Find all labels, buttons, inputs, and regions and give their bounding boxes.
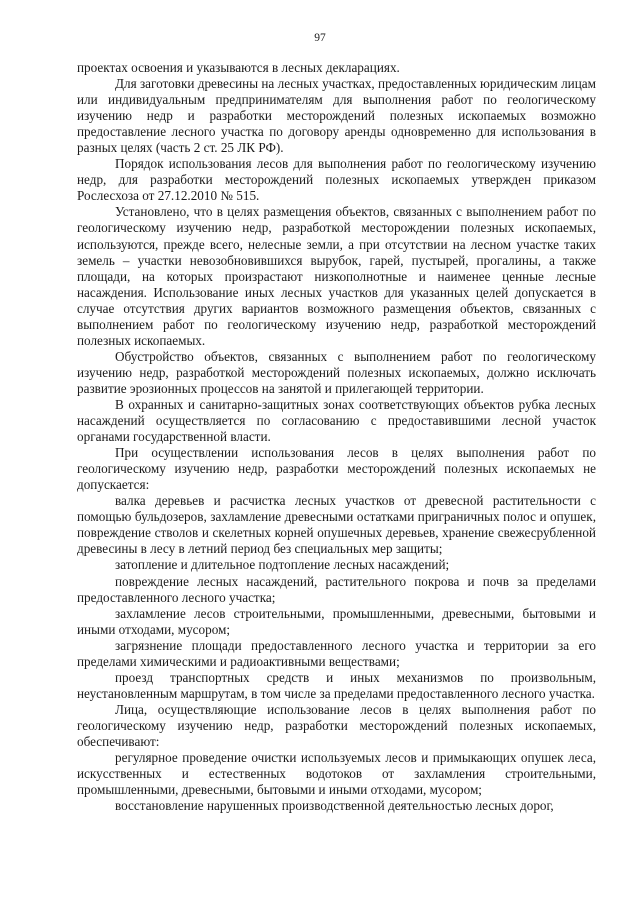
paragraph: В охранных и санитарно-защитных зонах соответствующих объектов рубка лесных насаждений осуществляется по согласованию с предоставившими лесной участок органами государственной власти. <box>77 396 596 445</box>
paragraph: Лица, осуществляющие использование лесов в целях выполнения работ по геологическому изучению недр, разработки месторождений полезных ископаемых, обеспечивают: <box>77 701 596 749</box>
list-item: восстановление нарушенных производственной деятельностью лесных дорог, <box>115 798 554 814</box>
list-item: захламление лесов строительными, промышленными, древесными, бытовыми и иными отходами, мусором; <box>77 605 596 637</box>
list-item: повреждение лесных насаждений, растительного покрова и почв за пределами предоставленного лесного участка; <box>77 573 596 605</box>
page-body <box>77 60 596 814</box>
paragraph: Установлено, что в целях размещения объектов, связанных с выполнением работ по геологическому изучению недр, разработкой месторождении полезных ископаемых, используются, прежде всего, нелесные земли, а при отсутствии на лесном участке таких земель – участки невозобновившихся вырубок, гарей, пустырей, прогалины, а также площади, на которых произрастают низкополнотные и наименее ценные лесные насаждения. Использование иных лесных участков для указанных целей допускается в случае отсутствия других вариантов возможного размещения объектов, связанных с выполнением работ по геологическому изучению недр, разработкой месторождений полезных ископаемых. <box>77 204 596 348</box>
list-item: проезд транспортных средств и иных механизмов по произвольным, неустановленным маршрутам, в том числе за пределами предоставленного лесного участка. <box>77 669 596 701</box>
list-item: регулярное проведение очистки используемых лесов и примыкающих опушек леса, искусственных и естественных водотоков от захламления строительными, промышленными, древесными, бытовыми и иными отходами, мусором; <box>77 750 596 798</box>
paragraph: Обустройство объектов, связанных с выполнением работ по геологическому изучению недр, разработкой месторождений полезных ископаемых, должно исключать развитие эрозионных процессов на занятой и прилегающей территории. <box>77 348 596 396</box>
list-item: затопление и длительное подтопление лесных насаждений; <box>115 557 450 573</box>
paragraph: При осуществлении использования лесов в целях выполнения работ по геологическому изучению недр, разработки месторождений полезных ископаемых не допускается: <box>77 445 596 493</box>
paragraph: Для заготовки древесины на лесных участках, предоставленных юридическим лицам или индивидуальным предпринимателям для выполнения работ по геологическому изучению недр и разработки месторождений полезных ископаемых возможно предоставление лесного участка по договору аренды одновременно для использования в разных целях (часть 2 ст. 25 ЛК РФ). <box>77 76 596 156</box>
paragraph: Порядок использования лесов для выполнения работ по геологическому изучению недр, для разработки месторождений полезных ископаемых утвержден приказом Рослесхоза от 27.12.2010 № 515. <box>77 156 596 204</box>
list-item: валка деревьев и расчистка лесных участков от древесной растительности с помощью бульдозеров, захламление древесными остатками приграничных полос и опушек, повреждение стволов и скелетных корней опушечных деревьев, хранение свежесрубленной древесины в лесу в летний период без специальных мер защиты; <box>77 493 596 557</box>
list-item: загрязнение площади предоставленного лесного участка и территории за его пределами химическими и радиоактивными веществами; <box>77 637 596 669</box>
paragraph: проектах освоения и указываются в лесных декларациях. <box>77 60 400 75</box>
page-number: 97 <box>314 32 326 44</box>
